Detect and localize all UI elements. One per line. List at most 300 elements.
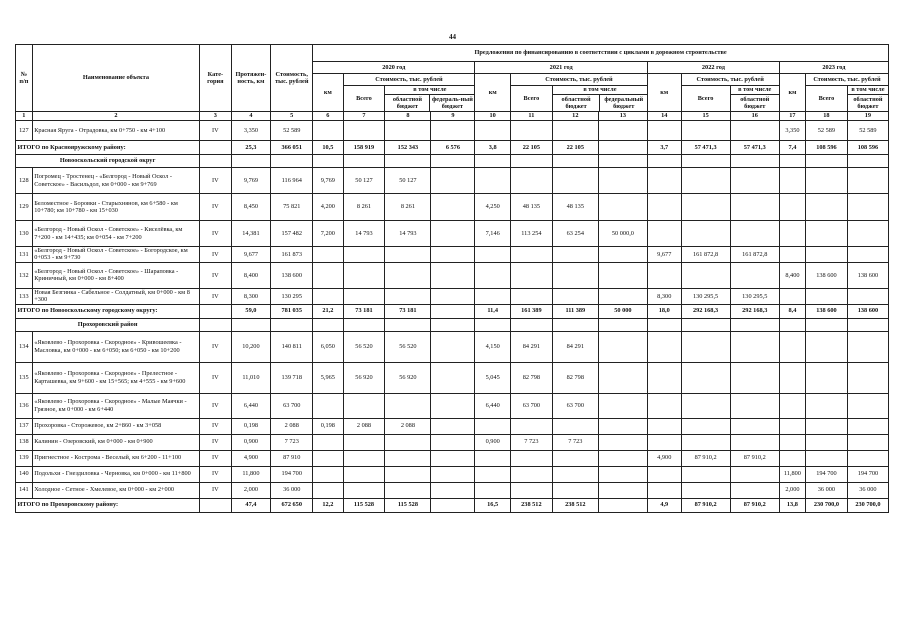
header-federal-2020: федераль-ный бюджет — [431, 95, 473, 110]
table-row — [16, 247, 889, 263]
total-label: ИТОГО по Прохоровскому району: — [16, 498, 200, 512]
column-number: 12 — [552, 112, 598, 121]
empty-cell — [847, 318, 888, 331]
header-cost-2020: Стоимость, тыс. рублей — [343, 74, 475, 86]
data-cell — [431, 418, 475, 434]
data-cell — [431, 288, 475, 304]
table-row — [16, 434, 889, 450]
data-cell — [552, 450, 598, 466]
section-title: Новооскольский городской округ — [16, 155, 200, 168]
data-cell: IV — [200, 288, 231, 304]
total-cell — [200, 304, 231, 318]
data-cell — [730, 331, 779, 362]
total-cell: 672 650 — [271, 498, 313, 512]
data-cell — [847, 362, 888, 393]
object-name: «Белгород - Новый Оскол - Советское» - Шараповка - Криничный, км 0+000 - км 8+400 — [32, 262, 199, 288]
data-cell — [598, 331, 647, 362]
data-cell: 56 920 — [385, 362, 431, 393]
data-cell — [385, 121, 431, 141]
header-cost-2022: Стоимость, тыс. рублей — [681, 74, 779, 86]
data-cell: IV — [200, 434, 231, 450]
data-cell — [552, 482, 598, 498]
total-cell — [431, 498, 475, 512]
data-cell: 116 964 — [271, 168, 313, 194]
data-cell — [648, 331, 681, 362]
object-name: Калинин - Озеровский, км 0+000 - км 0+900 — [32, 434, 199, 450]
data-cell — [475, 482, 511, 498]
data-cell — [552, 247, 598, 263]
data-cell: 14 793 — [343, 221, 385, 247]
data-cell — [313, 288, 343, 304]
data-cell: 87 910,2 — [730, 450, 779, 466]
header-num: № п/п — [16, 45, 33, 112]
data-cell: IV — [200, 393, 231, 418]
data-cell — [681, 362, 730, 393]
total-cell: 47,4 — [231, 498, 271, 512]
section-row — [16, 155, 889, 168]
data-cell — [806, 247, 848, 263]
data-cell — [313, 482, 343, 498]
data-cell — [648, 434, 681, 450]
data-cell: 52 589 — [806, 121, 848, 141]
data-cell — [847, 418, 888, 434]
data-cell — [598, 194, 647, 221]
total-row — [16, 498, 889, 512]
empty-cell — [806, 155, 848, 168]
row-number: 138 — [16, 434, 33, 450]
header-regional-2022: областной бюджет — [740, 95, 770, 110]
column-number: 2 — [32, 112, 199, 121]
data-cell — [552, 168, 598, 194]
empty-cell — [681, 318, 730, 331]
data-cell — [343, 482, 385, 498]
total-cell: 158 919 — [343, 141, 385, 155]
data-cell: 2 088 — [343, 418, 385, 434]
data-cell — [598, 288, 647, 304]
column-number: 16 — [730, 112, 779, 121]
object-name: Прохоровка - Сторожевое, км 2+860 - км 3+058 — [32, 418, 199, 434]
total-row — [16, 141, 889, 155]
data-cell — [385, 262, 431, 288]
data-cell — [313, 450, 343, 466]
data-cell — [681, 466, 730, 482]
data-cell — [475, 121, 511, 141]
header-federal-2021: федеральный бюджет — [604, 95, 644, 110]
data-cell — [431, 362, 475, 393]
data-cell — [598, 168, 647, 194]
total-cell: 50 000 — [598, 304, 647, 318]
data-cell: 161 873 — [271, 247, 313, 263]
data-cell — [385, 434, 431, 450]
data-cell: 7,200 — [313, 221, 343, 247]
data-cell: 130 295,5 — [681, 288, 730, 304]
data-cell — [431, 121, 475, 141]
data-cell — [847, 221, 888, 247]
header-including-2021 — [552, 86, 647, 112]
data-cell — [648, 418, 681, 434]
table-body — [16, 121, 889, 513]
total-cell: 57 471,3 — [681, 141, 730, 155]
data-cell — [730, 262, 779, 288]
total-cell: 25,3 — [231, 141, 271, 155]
column-number: 13 — [598, 112, 647, 121]
data-cell: 87 910 — [271, 450, 313, 466]
data-cell — [343, 262, 385, 288]
total-cell: 11,4 — [475, 304, 511, 318]
data-cell — [847, 288, 888, 304]
data-cell: 4,200 — [313, 194, 343, 221]
data-cell — [598, 362, 647, 393]
data-cell: 87 910,2 — [681, 450, 730, 466]
total-cell: 115 528 — [343, 498, 385, 512]
data-cell: 4,250 — [475, 194, 511, 221]
object-name: «Яковлево - Прохоровка - Скородное» - Малые Маячки - Грязное, км 0+000 - км 6+440 — [32, 393, 199, 418]
data-cell: 11,800 — [231, 466, 271, 482]
data-cell: 8,400 — [231, 262, 271, 288]
data-cell — [510, 247, 552, 263]
data-cell: 50 127 — [343, 168, 385, 194]
data-cell: 138 600 — [847, 262, 888, 288]
data-cell — [847, 434, 888, 450]
empty-cell — [313, 155, 343, 168]
object-name: «Яковлево - Прохоровка - Скородное» - Прелестное - Карташевка, км 9+600 - км 15+565; км 4+555 - км 9+600 — [32, 362, 199, 393]
section-title: Прохоровский район — [16, 318, 200, 331]
header-km-2020: км — [313, 74, 343, 112]
object-name: Беломестное - Боровки - Старыхнянов, км 6+580 - км 10+780; км 10+780 - км 15+030 — [32, 194, 199, 221]
empty-cell — [779, 155, 805, 168]
data-cell: 10,200 — [231, 331, 271, 362]
empty-cell — [847, 155, 888, 168]
column-number: 4 — [231, 112, 271, 121]
total-cell: 292 168,3 — [730, 304, 779, 318]
data-cell: 8 261 — [385, 194, 431, 221]
data-cell — [343, 247, 385, 263]
data-cell — [648, 262, 681, 288]
data-cell — [475, 450, 511, 466]
data-cell: 0,900 — [231, 434, 271, 450]
empty-cell — [552, 155, 598, 168]
data-cell — [313, 247, 343, 263]
data-cell — [806, 288, 848, 304]
data-cell: 2,000 — [231, 482, 271, 498]
empty-cell — [313, 318, 343, 331]
header-cost: Стоимость, тыс. рублей — [271, 45, 313, 112]
data-cell: 63 700 — [510, 393, 552, 418]
data-cell: 8 261 — [343, 194, 385, 221]
data-cell: 4,900 — [231, 450, 271, 466]
data-cell — [343, 121, 385, 141]
empty-cell — [231, 318, 271, 331]
header-object-name: Наименование объекта — [32, 45, 199, 112]
empty-cell — [475, 155, 511, 168]
total-cell: 57 471,3 — [730, 141, 779, 155]
data-cell — [730, 466, 779, 482]
column-number: 11 — [510, 112, 552, 121]
header-cost-2021: Стоимость, тыс. рублей — [510, 74, 647, 86]
data-cell — [730, 121, 779, 141]
data-cell: 7 723 — [271, 434, 313, 450]
data-cell — [385, 247, 431, 263]
data-cell: IV — [200, 450, 231, 466]
empty-cell — [431, 318, 475, 331]
column-number: 8 — [385, 112, 431, 121]
empty-cell — [681, 155, 730, 168]
page-number: 44 — [449, 33, 456, 41]
column-number: 5 — [271, 112, 313, 121]
data-cell — [431, 168, 475, 194]
data-cell: 48 135 — [510, 194, 552, 221]
data-cell — [552, 121, 598, 141]
empty-cell — [200, 155, 231, 168]
data-cell: 138 600 — [271, 262, 313, 288]
data-cell: IV — [200, 194, 231, 221]
data-cell — [552, 418, 598, 434]
data-cell: 161 872,8 — [681, 247, 730, 263]
empty-cell — [598, 155, 647, 168]
data-cell — [598, 482, 647, 498]
empty-cell — [271, 318, 313, 331]
total-cell: 87 910,2 — [681, 498, 730, 512]
data-cell — [806, 393, 848, 418]
header-category: Кате-гория — [200, 45, 231, 112]
total-cell: 238 512 — [552, 498, 598, 512]
data-cell: 130 295 — [271, 288, 313, 304]
data-cell — [806, 418, 848, 434]
total-cell: 292 168,3 — [681, 304, 730, 318]
empty-cell — [231, 155, 271, 168]
column-number: 9 — [431, 112, 475, 121]
data-cell — [681, 168, 730, 194]
data-cell: 130 295,5 — [730, 288, 779, 304]
data-cell: 11,010 — [231, 362, 271, 393]
data-cell — [648, 168, 681, 194]
column-number: 6 — [313, 112, 343, 121]
data-cell — [648, 194, 681, 221]
data-cell — [779, 362, 805, 393]
data-cell — [806, 434, 848, 450]
financing-table — [15, 44, 889, 513]
total-cell — [598, 141, 647, 155]
data-cell — [552, 262, 598, 288]
total-cell: 152 343 — [385, 141, 431, 155]
data-cell — [779, 168, 805, 194]
data-cell — [431, 482, 475, 498]
data-cell: 194 700 — [847, 466, 888, 482]
data-cell — [779, 288, 805, 304]
data-cell — [681, 331, 730, 362]
data-cell — [779, 247, 805, 263]
header-total-2023: Всего — [806, 86, 848, 112]
header-total-2021: Всего — [510, 86, 552, 112]
data-cell — [681, 393, 730, 418]
data-cell: 0,198 — [313, 418, 343, 434]
total-cell — [598, 498, 647, 512]
data-cell: 9,769 — [231, 168, 271, 194]
data-cell: 7,146 — [475, 221, 511, 247]
data-cell: 3,350 — [231, 121, 271, 141]
empty-cell — [343, 155, 385, 168]
header-total-2020: Всего — [343, 86, 385, 112]
data-cell: IV — [200, 466, 231, 482]
data-cell — [806, 331, 848, 362]
data-cell: 6,440 — [475, 393, 511, 418]
data-cell: 113 254 — [510, 221, 552, 247]
empty-cell — [648, 155, 681, 168]
data-cell: 9,677 — [231, 247, 271, 263]
data-cell — [730, 434, 779, 450]
data-cell — [431, 247, 475, 263]
data-cell: 48 135 — [552, 194, 598, 221]
data-cell — [648, 362, 681, 393]
data-cell: 2 088 — [271, 418, 313, 434]
data-cell — [847, 393, 888, 418]
total-cell: 73 181 — [343, 304, 385, 318]
data-cell: 14 793 — [385, 221, 431, 247]
header-including-2020 — [385, 86, 475, 112]
data-cell — [431, 194, 475, 221]
data-cell: 8,450 — [231, 194, 271, 221]
total-cell: 366 051 — [271, 141, 313, 155]
empty-cell — [648, 318, 681, 331]
total-cell: 13,8 — [779, 498, 805, 512]
data-cell: 52 589 — [271, 121, 313, 141]
data-cell — [343, 288, 385, 304]
including-label: в том числе — [553, 86, 647, 95]
total-cell: 3,8 — [475, 141, 511, 155]
data-cell: 63 700 — [271, 393, 313, 418]
data-cell — [510, 262, 552, 288]
data-cell — [681, 434, 730, 450]
empty-cell — [510, 155, 552, 168]
object-name: Погромец - Тростенец - «Белгород - Новый Оскол - Советское» - Васильдол, км 0+000 - км 9+769 — [32, 168, 199, 194]
data-cell: 36 000 — [847, 482, 888, 498]
total-cell: 6 576 — [431, 141, 475, 155]
total-cell: 111 389 — [552, 304, 598, 318]
data-cell — [475, 418, 511, 434]
header-km-2022: км — [648, 74, 681, 112]
data-cell — [779, 450, 805, 466]
data-cell — [510, 121, 552, 141]
data-cell — [510, 482, 552, 498]
data-cell — [681, 262, 730, 288]
total-label: ИТОГО по Краснояружскому району: — [16, 141, 200, 155]
data-cell — [648, 466, 681, 482]
data-cell — [343, 434, 385, 450]
data-cell: 50 000,0 — [598, 221, 647, 247]
data-cell: IV — [200, 362, 231, 393]
header-distribution: Предложения по финансированию в соответствии с циклами в дорожном строительстве — [313, 45, 889, 62]
data-cell — [510, 418, 552, 434]
data-cell — [598, 262, 647, 288]
data-cell — [648, 121, 681, 141]
total-cell: 16,5 — [475, 498, 511, 512]
data-cell: 157 482 — [271, 221, 313, 247]
row-number: 135 — [16, 362, 33, 393]
data-cell — [385, 393, 431, 418]
data-cell: 5,965 — [313, 362, 343, 393]
data-cell — [730, 362, 779, 393]
data-cell — [552, 288, 598, 304]
data-cell — [681, 482, 730, 498]
data-cell — [779, 393, 805, 418]
data-cell: 50 127 — [385, 168, 431, 194]
column-number: 15 — [681, 112, 730, 121]
empty-cell — [730, 318, 779, 331]
data-cell: 82 798 — [552, 362, 598, 393]
row-number: 129 — [16, 194, 33, 221]
total-cell — [200, 141, 231, 155]
data-cell — [385, 288, 431, 304]
column-number: 10 — [475, 112, 511, 121]
empty-cell — [200, 318, 231, 331]
data-cell: IV — [200, 262, 231, 288]
row-number: 133 — [16, 288, 33, 304]
table-row — [16, 466, 889, 482]
total-cell: 10,5 — [313, 141, 343, 155]
data-cell — [431, 393, 475, 418]
data-cell — [779, 418, 805, 434]
empty-cell — [343, 318, 385, 331]
data-cell — [806, 362, 848, 393]
data-cell: IV — [200, 221, 231, 247]
data-cell: IV — [200, 247, 231, 263]
data-cell — [343, 450, 385, 466]
data-cell: 138 600 — [806, 262, 848, 288]
empty-cell — [510, 318, 552, 331]
data-cell — [779, 434, 805, 450]
row-number: 131 — [16, 247, 33, 263]
table-row — [16, 262, 889, 288]
data-cell — [730, 482, 779, 498]
object-name: Пригнестное - Кострома - Веселый, км 6+200 - 11+100 — [32, 450, 199, 466]
header-year-2021: 2021 год — [475, 62, 648, 74]
data-cell — [475, 168, 511, 194]
data-cell — [648, 482, 681, 498]
total-cell — [200, 498, 231, 512]
data-cell — [431, 221, 475, 247]
data-cell — [552, 466, 598, 482]
data-cell — [431, 466, 475, 482]
row-number: 139 — [16, 450, 33, 466]
total-cell: 161 389 — [510, 304, 552, 318]
data-cell — [847, 331, 888, 362]
data-cell: IV — [200, 331, 231, 362]
data-cell: 84 291 — [510, 331, 552, 362]
table-row — [16, 482, 889, 498]
data-cell: 11,800 — [779, 466, 805, 482]
data-cell — [475, 262, 511, 288]
table-row — [16, 288, 889, 304]
data-cell: 9,677 — [648, 247, 681, 263]
data-cell: 56 520 — [385, 331, 431, 362]
empty-cell — [385, 318, 431, 331]
header-regional-2020: областной бюджет — [385, 95, 430, 111]
data-cell — [343, 393, 385, 418]
data-cell — [385, 466, 431, 482]
total-cell: 21,2 — [313, 304, 343, 318]
including-label: в том числе — [731, 86, 779, 95]
data-cell: 161 872,8 — [730, 247, 779, 263]
data-cell — [681, 121, 730, 141]
empty-cell — [806, 318, 848, 331]
data-cell: IV — [200, 168, 231, 194]
data-cell: 194 700 — [271, 466, 313, 482]
total-cell: 73 181 — [385, 304, 431, 318]
data-cell — [779, 194, 805, 221]
data-cell: 8,300 — [648, 288, 681, 304]
row-number: 128 — [16, 168, 33, 194]
data-cell: IV — [200, 121, 231, 141]
